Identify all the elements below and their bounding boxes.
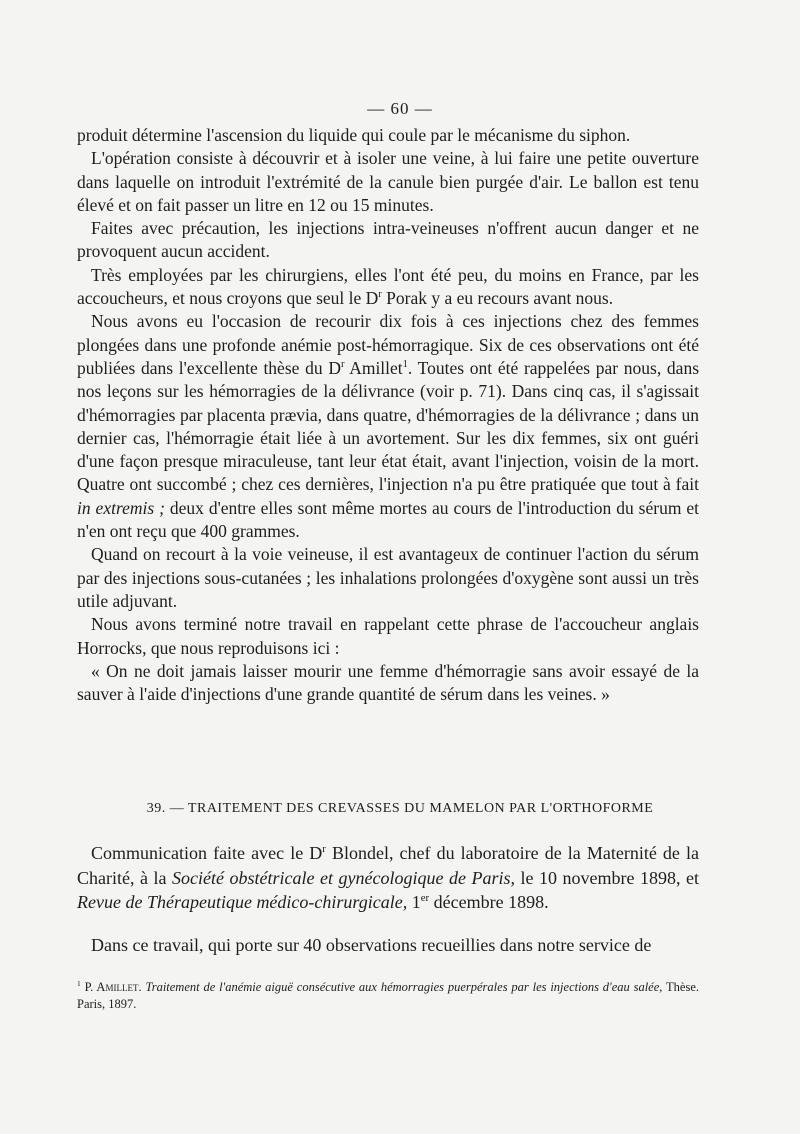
- superscript: r: [322, 843, 326, 855]
- paragraph-text: décembre 1898.: [429, 892, 549, 912]
- paragraph-text: deux d'entre elles sont même mortes au cours de l'introduction du sérum et n'en ont reçu que 400 grammes.: [77, 497, 700, 542]
- paragraph: [77, 841, 699, 915]
- paragraph: Dans ce travail, qui porte sur 40 observations recueillies dans notre service de: [91, 934, 652, 955]
- paragraph: Quand on recourt à la voie veineuse, il est avantageux de continuer l'action du sérum par des injections sous-cutanées ; les inhalations prolongées d'oxygène sont aussi un très utile adjuvant.: [77, 544, 699, 611]
- quotation: « On ne doit jamais laisser mourir une femme d'hémorragie sans avoir essayé de la sauver à l'aide d'injections d'une grande quantité de sérum dans les veines. »: [77, 660, 699, 705]
- footnote-text: Thèse. Paris, 1897.: [77, 980, 699, 1011]
- paragraph-text: Communication faite avec le D: [91, 843, 323, 863]
- superscript: r: [378, 289, 382, 301]
- paragraph: Faites avec précaution, les injections intra-veineuses n'offrent aucun danger et ne provoquent aucun accident.: [77, 218, 699, 262]
- section-text: [77, 841, 699, 957]
- section-heading: 39. — TRAITEMENT DES CREVASSES DU MAMELON PAR L'ORTHOFORME: [146, 801, 654, 816]
- paragraph: L'opération consiste à découvrir et à isoler une veine, à lui faire une petite ouverture dans laquelle on introduit l'extrémité de la canule bien purgée d'air. Le ballon est tenu élevé et on fait passer un litre en 12 ou 15 minutes.: [77, 148, 699, 215]
- footnote-title: Traitement de l'anémie aiguë consécutive aux hémorragies puerpérales par les injections d'eau salée,: [145, 980, 663, 994]
- superscript: r: [340, 359, 345, 371]
- paragraph-text: le 10 novembre 1898, et: [514, 867, 699, 888]
- paragraph: Nous avons terminé notre travail en rappelant cette phrase de l'accoucheur anglais Horrocks, que nous reproduisons ici :: [77, 614, 699, 658]
- paragraph-text: 1: [407, 892, 421, 912]
- paragraph-text: . Toutes ont été rappelées par nous, dans nos leçons sur les hémorragies de la délivrance (voir p. 71). Dans cinq cas, il s'agissait d'hémorragies par placenta prævia, dans quatre, d'hémorragies de la délivrance ; dans un dernier cas, l'hémorragie était liée à un avortement. Sur les dix femmes, six ont guéri d'une façon presque miraculeuse, tant leur état était, avant l'injection, voisin de la mort. Quatre ont succombé ; chez ces dernières, l'injection n'a pu être pratiquée que tout à fait: [77, 357, 700, 495]
- journal-title: Société obstétricale et gynécologique de Paris,: [172, 867, 515, 888]
- superscript: er: [420, 892, 430, 904]
- footnote: [77, 979, 699, 1013]
- footnote-author: P. Amillet.: [84, 980, 142, 994]
- paragraph-text: Très employées par les chirurgiens, elles l'ont été peu, du moins en France, par les accoucheurs, et nous croyons que seul le D: [77, 264, 699, 309]
- paragraph-text: Blondel, chef du laboratoire de la Maternité de la Charité, à la: [77, 843, 700, 888]
- author-name: Amillet: [344, 357, 403, 378]
- paragraph-text: Porak y a eu recours avant nous.: [381, 288, 614, 309]
- paragraph: [77, 264, 699, 311]
- body-text: [77, 124, 699, 706]
- journal-title: Revue de Thérapeutique médico-chirurgicale,: [77, 892, 408, 912]
- footnote-reference[interactable]: 1: [402, 359, 408, 371]
- paragraph: produit détermine l'ascension du liquide qui coule par le mécanisme du siphon.: [77, 125, 631, 145]
- paragraph: [77, 310, 699, 543]
- page-number: — 60 —: [367, 99, 433, 118]
- italic-phrase: in extremis ;: [77, 497, 165, 518]
- footnote-number: 1: [77, 978, 81, 988]
- paragraph-text: Nous avons eu l'occasion de recourir dix fois à ces injections chez des femmes plongées dans une profonde anémie post-hémorragique. Six de ces observations ont été publiées dans l'excellente thèse du D: [77, 311, 699, 378]
